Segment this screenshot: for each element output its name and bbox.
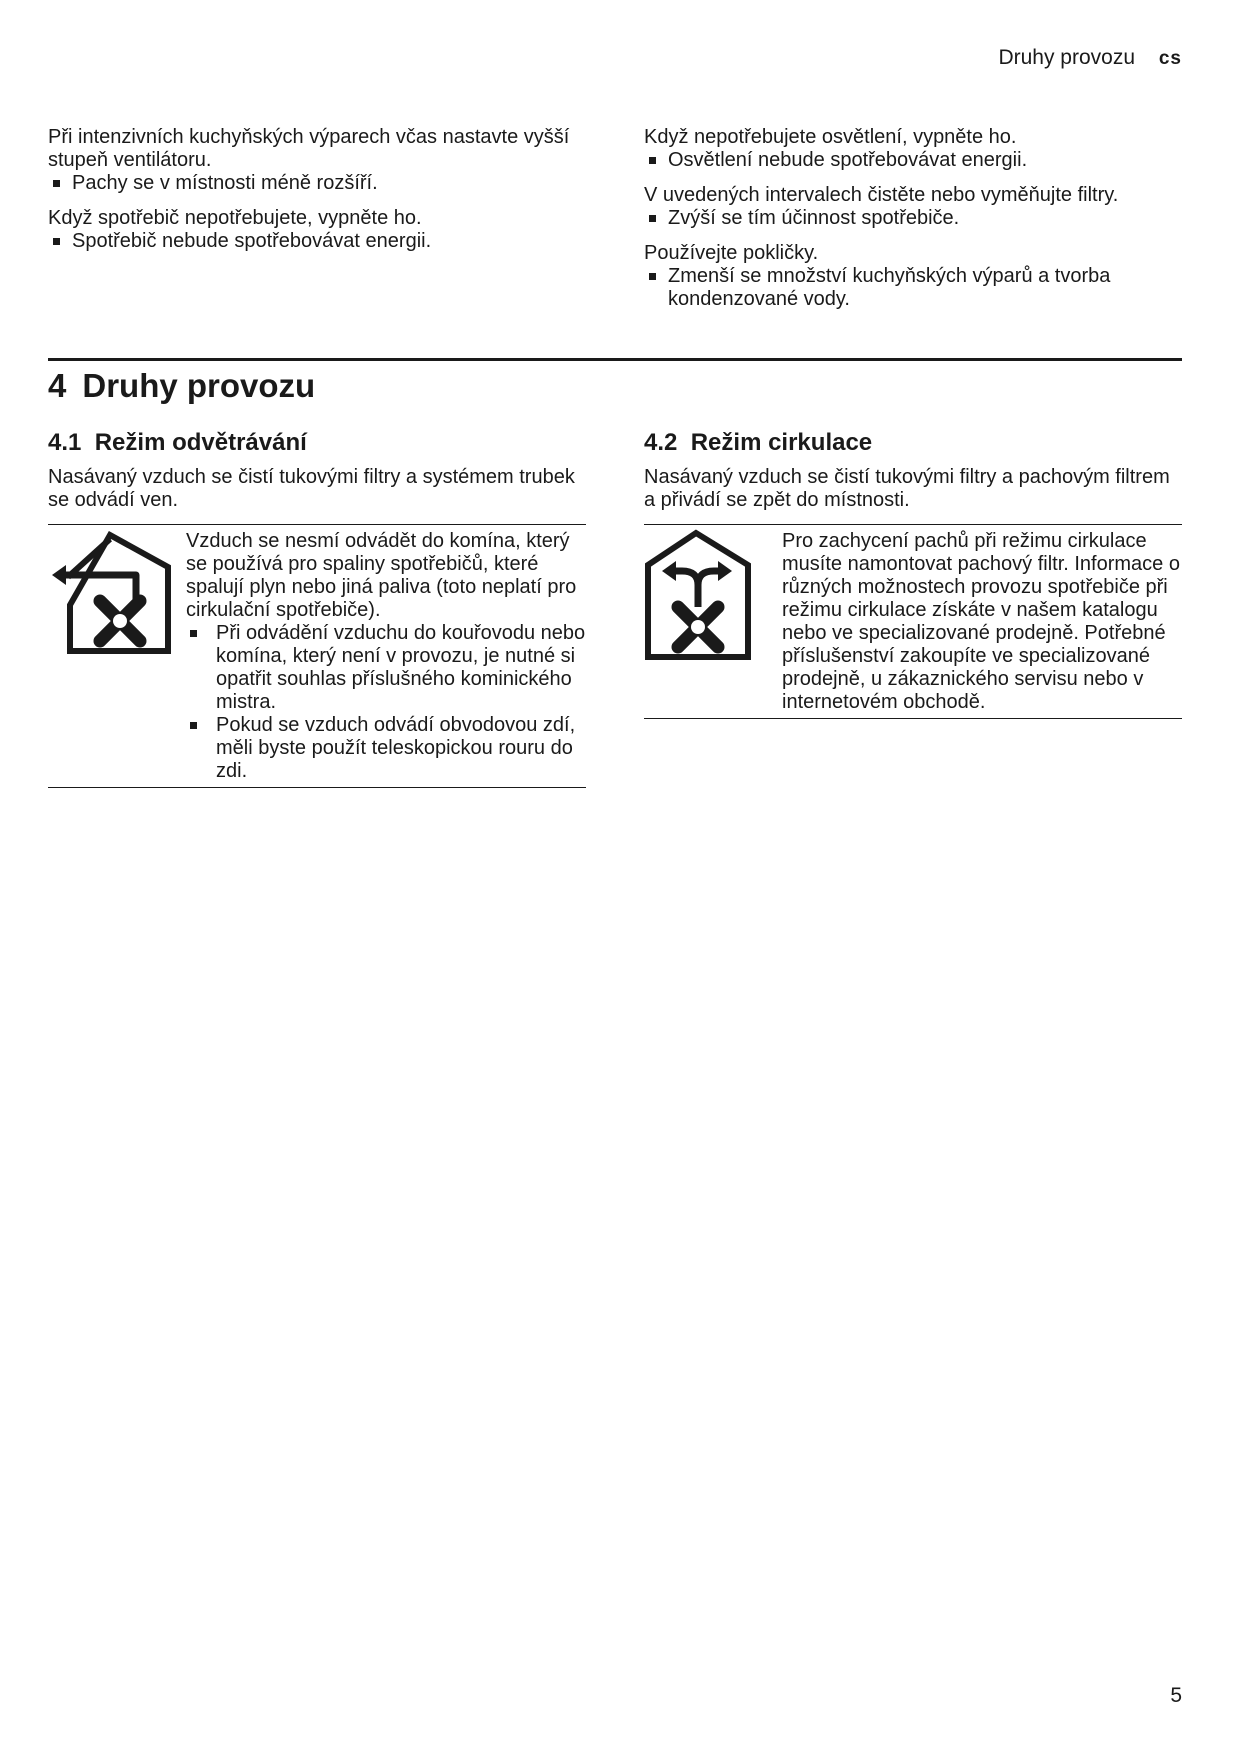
tip-block [644, 242, 1184, 311]
chapter-heading [48, 364, 315, 408]
tip-text: Při intenzivních kuchyňských výparech včas nastavte vyšší stupeň ventilátoru. [48, 126, 570, 171]
section-number: 4.2 [644, 429, 678, 456]
tip-block [644, 126, 1184, 172]
note-text: Vzduch se nesmí odvádět do komína, který se používá pro spaliny spotřebičů, které spalují plyn nebo jiná paliva (toto neplatí pro cirkulační spotřebiče). [186, 530, 577, 621]
recirculation-note-box [644, 524, 1182, 719]
top-right-column [644, 126, 1184, 323]
running-header [998, 46, 1182, 70]
tip-block [48, 126, 588, 195]
tip-bullet: Zvýší se tím účinnost spotřebiče. [644, 207, 1184, 230]
note-bullet: Při odvádění vzduchu do kouřovodu nebo komína, který není v provozu, je nutné si opatřit souhlas příslušného kominického mistra. [186, 622, 586, 714]
tip-bullet: Pachy se v místnosti méně rozšíří. [48, 172, 588, 195]
header-section-title: Druhy provozu [998, 46, 1136, 69]
tip-block [48, 207, 588, 253]
tip-bullet: Osvětlení nebude spotřebovávat energii. [644, 149, 1184, 172]
section-title: Režim odvětrávání [94, 429, 307, 456]
recirculation-house-icon [644, 525, 774, 665]
top-left-column [48, 126, 588, 265]
exhaust-air-house-icon [48, 525, 178, 665]
section-intro: Nasávaný vzduch se čistí tukovými filtry a systémem trubek se odvádí ven. [48, 466, 575, 511]
note-text-area [186, 525, 586, 787]
page-number: 5 [1170, 1684, 1182, 1707]
chapter-title: Druhy provozu [82, 367, 316, 404]
note-text-area [782, 525, 1182, 718]
tip-bullet: Spotřebič nebude spotřebovávat energii. [48, 230, 588, 253]
chapter-divider [48, 358, 1182, 361]
section-title: Režim cirkulace [690, 429, 873, 456]
tip-text: Když spotřebič nepotřebujete, vypněte ho. [48, 207, 422, 229]
note-text: Pro zachycení pachů při režimu cirkulace musíte namontovat pachový filtr. Informace o různých možnostech provozu spotřebiče při režimu cirkulace získáte v našem katalogu nebo ve specializované prodejně. Potřebné příslušenství zakoupíte ve specializované prodejně, u zákaznického servisu nebo v internetovém obchodě. [782, 530, 1180, 713]
section-recirculation-mode [644, 428, 1184, 512]
section-exhaust-mode [48, 428, 588, 512]
section-heading [644, 428, 1184, 458]
section-number: 4.1 [48, 429, 82, 456]
tip-bullet: Zmenší se množství kuchyňských výparů a tvorba kondenzované vody. [644, 265, 1184, 311]
tip-text: Používejte pokličky. [644, 242, 819, 264]
tip-text: Když nepotřebujete osvětlení, vypněte ho. [644, 126, 1017, 148]
section-heading [48, 428, 588, 458]
note-bullet: Pokud se vzduch odvádí obvodovou zdí, měli byste použít teleskopickou rouru do zdi. [186, 714, 586, 783]
section-intro: Nasávaný vzduch se čistí tukovými filtry a pachovým filtrem a přivádí se zpět do místnosti. [644, 466, 1170, 511]
exhaust-note-box [48, 524, 586, 788]
tip-text: V uvedených intervalech čistěte nebo vyměňujte filtry. [644, 184, 1119, 206]
header-language-code: cs [1158, 48, 1182, 69]
tip-block [644, 184, 1184, 230]
chapter-number: 4 [48, 367, 67, 404]
